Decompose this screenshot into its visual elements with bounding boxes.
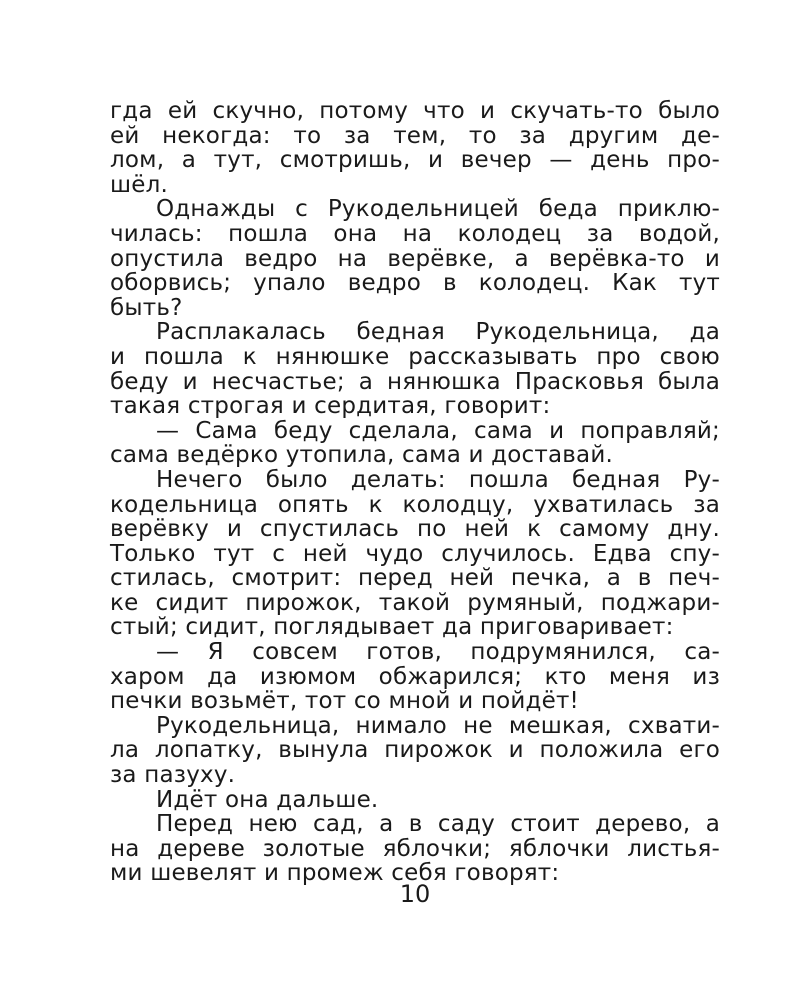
text-line: чилась: пошла она на колодец за водой, [110, 220, 720, 247]
text-line: Только тут с ней чудо случилось. Едва спу- [110, 540, 720, 567]
text-line: Расплакалась бедная Рукодельница, да [156, 319, 720, 346]
text-line: на дереве золотые яблочки; яблочки листья- [110, 835, 720, 862]
text-line: верёвку и спустилась по ней к самому дну. [110, 516, 720, 543]
text-line: Рукодельница, нимало не мешкая, схвати- [156, 712, 720, 739]
text-line: беду и несчастье; а нянюшка Прасковья была [110, 368, 720, 395]
text-line: ей некогда: то за тем, то за другим де- [110, 122, 720, 149]
text-line: за пазуху. [110, 762, 236, 789]
page-text [110, 99, 720, 886]
text-line: ми шевелят и промеж себя говорят: [110, 860, 560, 887]
text-line: оборвись; упало ведро в колодец. Как тут [110, 270, 720, 297]
text-line: стый; сидит, поглядывает да приговаривает: [110, 614, 674, 641]
text-line: Перед нею сад, а в саду стоит дерево, а [156, 811, 720, 838]
text-line: стилась, смотрит: перед ней печка, а в печ- [110, 565, 720, 592]
text-line: — Я совсем готов, подрумянился, са- [156, 639, 720, 666]
text-line: шёл. [110, 171, 169, 198]
text-line: харом да изюмом обжарился; кто меня из [110, 663, 720, 690]
text-line: и пошла к нянюшке рассказывать про свою [110, 343, 720, 370]
text-line: лом, а тут, смотришь, и вечер — день про- [110, 147, 720, 174]
text-line: — Сама беду сделала, сама и поправляй; [156, 417, 720, 444]
text-line: такая строгая и сердитая, говорит: [110, 393, 551, 420]
text-line: сама ведёрко утопила, сама и доставай. [110, 442, 613, 469]
text-line: Однажды с Рукодельницей беда приклю- [156, 196, 720, 223]
text-line: опустила ведро на верёвке, а верёвка-то и [110, 245, 720, 272]
text-line: гда ей скучно, потому что и скучать-то было [110, 98, 720, 124]
text-line: Идёт она дальше. [156, 786, 379, 813]
text-line: Нечего было делать: пошла бедная Ру- [156, 466, 720, 493]
text-line: ке сидит пирожок, такой румяный, поджари- [110, 589, 720, 616]
page-number: 10 [399, 880, 431, 908]
text-line: кодельница опять к колодцу, ухватилась за [110, 491, 720, 518]
text-line: быть? [110, 294, 183, 321]
text-line: печки возьмёт, тот со мной и пойдёт! [110, 688, 579, 715]
text-line: ла лопатку, вынула пирожок и положила его [110, 737, 720, 764]
